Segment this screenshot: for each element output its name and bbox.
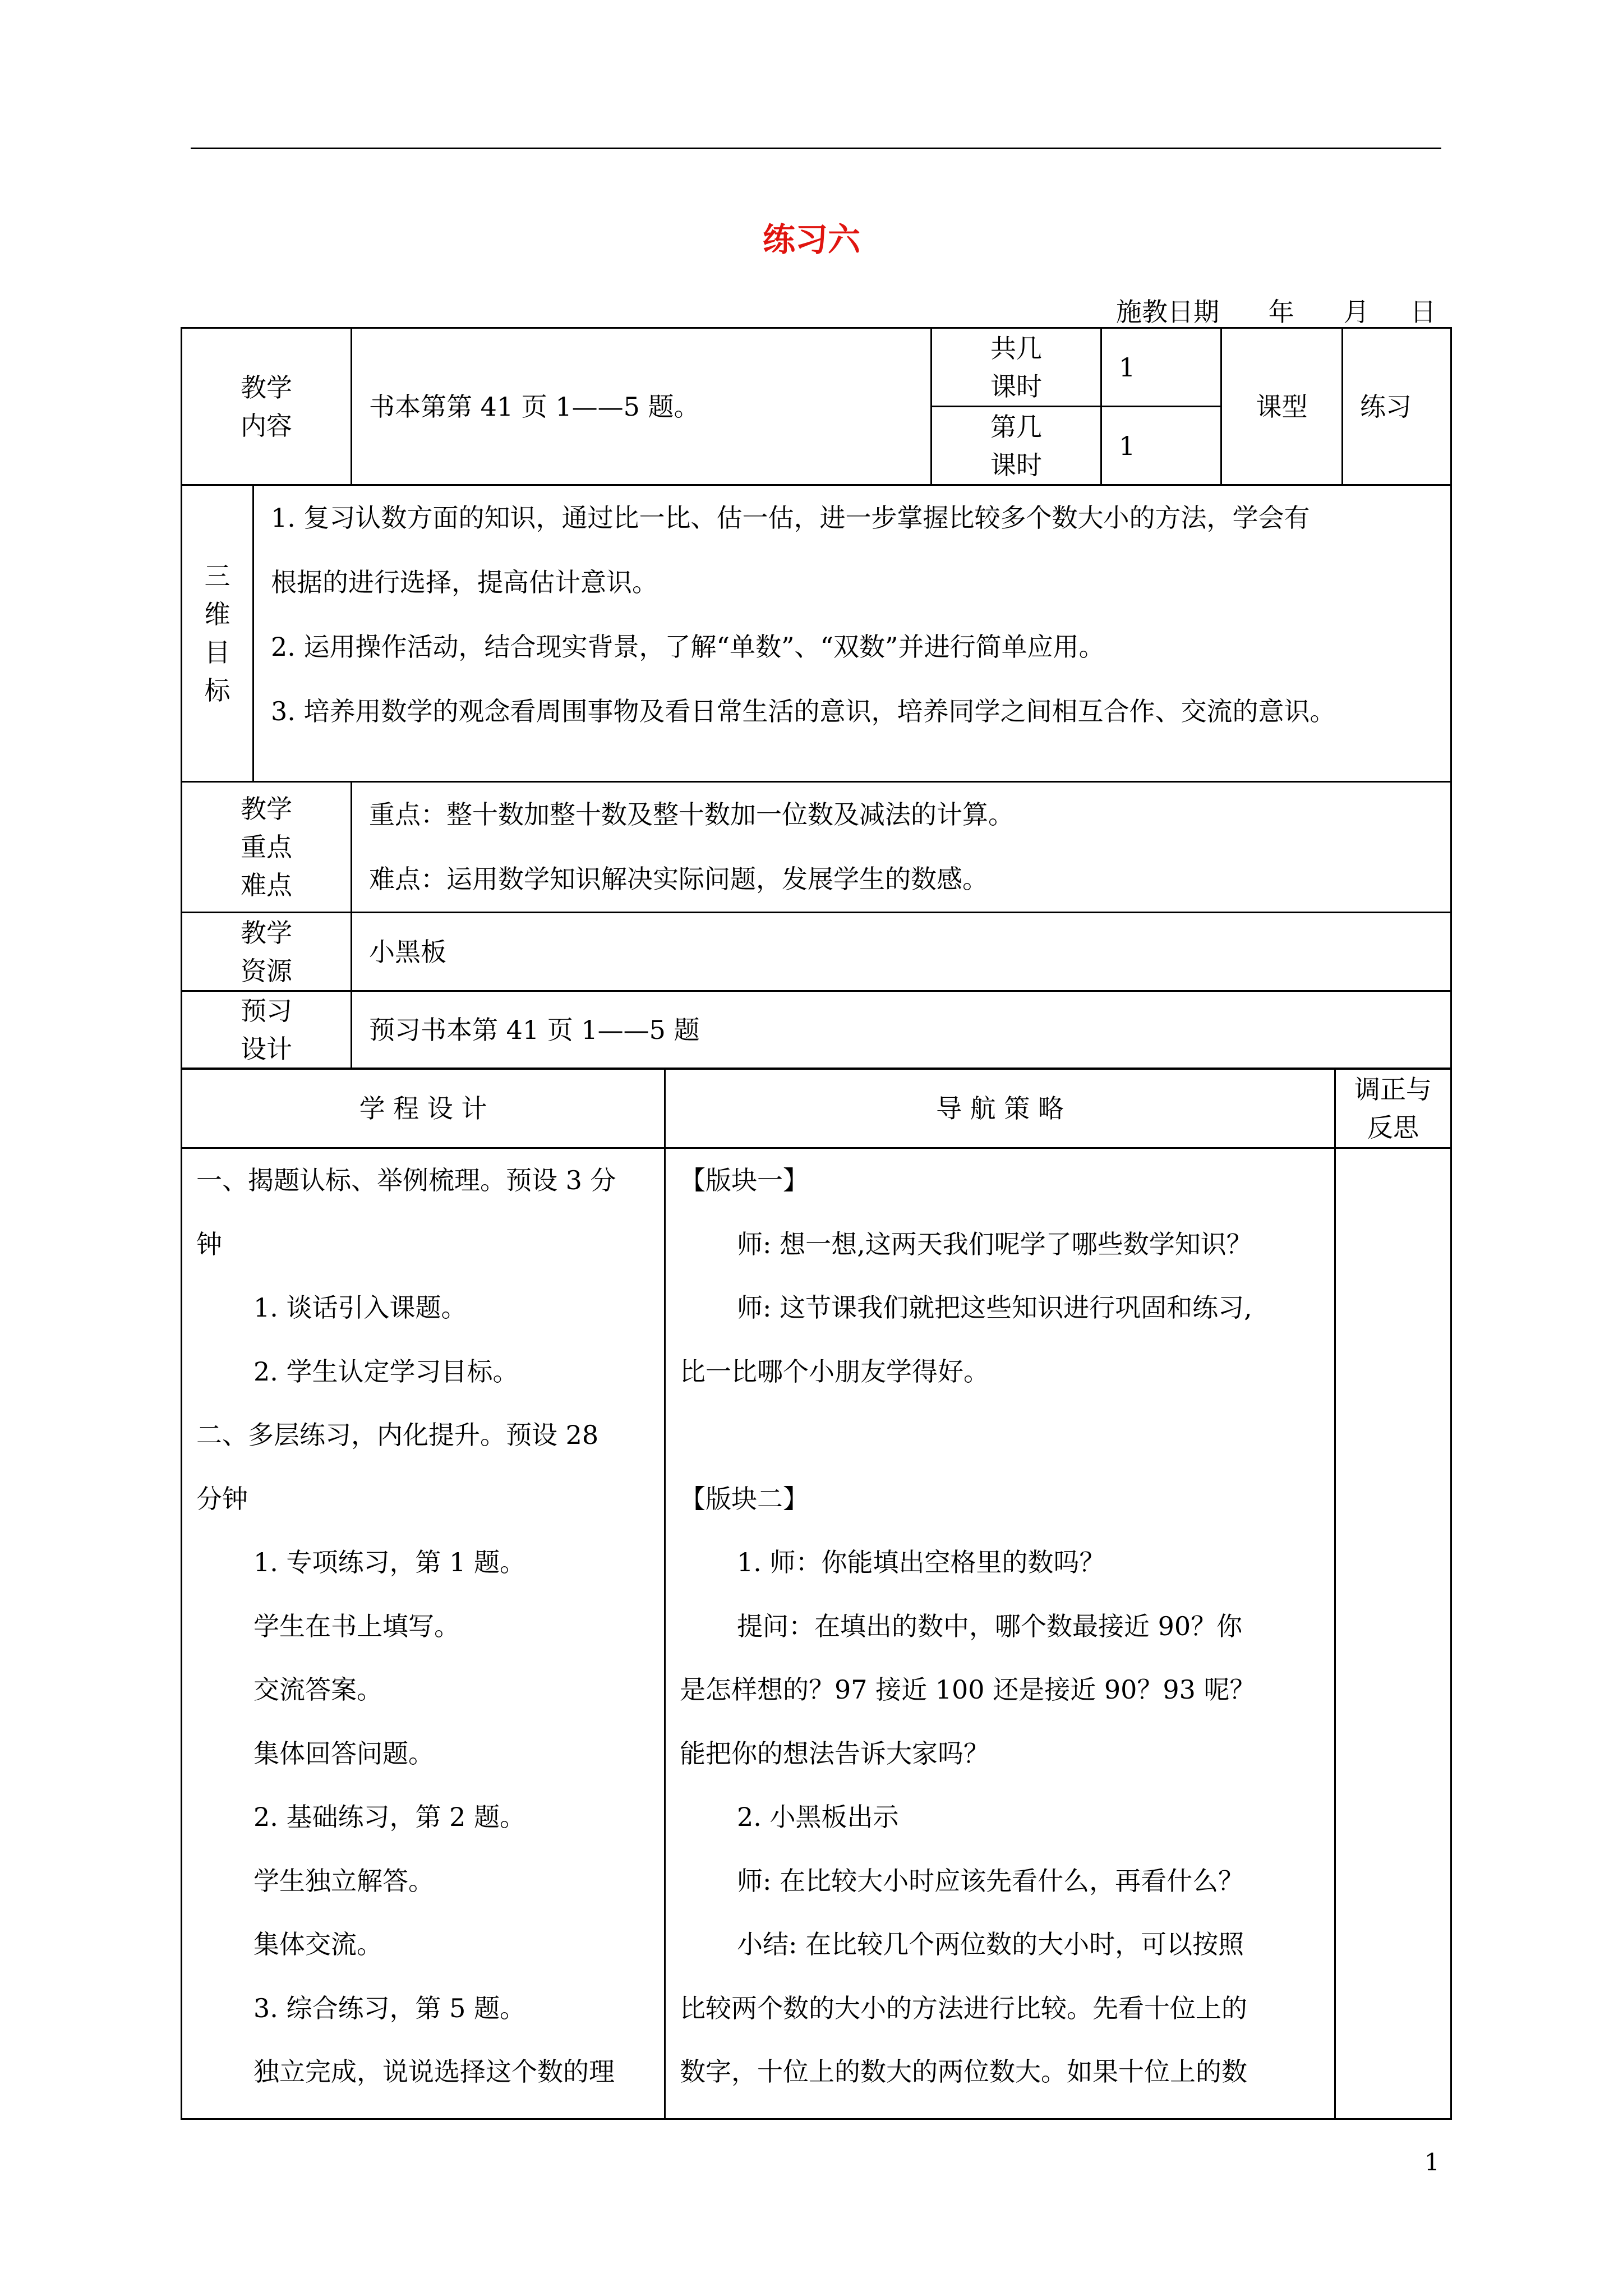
- learning-line: 集体交流。: [253, 1929, 382, 1959]
- total-hours-label: 共几 课时: [932, 328, 1101, 407]
- lesson-type-label: 课型: [1221, 328, 1343, 485]
- lesson-plan-table: [181, 1068, 1452, 2120]
- guide-line: 小结: 在比较几个两位数的大小时，可以按照: [737, 1929, 1244, 1959]
- preview-value: 预习书本第 41 页 1——5 题: [352, 991, 1451, 1069]
- guide-line: 数字，十位上的数大的两位数大。如果十位上的数: [680, 2056, 1247, 2087]
- learning-line: 2. 基础练习，第 2 题。: [253, 1802, 526, 1832]
- guide-strategy-header: 导 航 策 略: [665, 1069, 1335, 1148]
- learning-line: 1. 专项练习，第 1 题。: [253, 1547, 526, 1577]
- which-hour-value: 1: [1101, 407, 1221, 485]
- key-points: [352, 782, 1451, 913]
- guide-line: 1. 师：你能填出空格里的数吗？: [737, 1547, 1105, 1577]
- learning-line: 集体回答问题。: [253, 1738, 434, 1769]
- learning-line: 1. 谈话引入课题。: [253, 1292, 467, 1323]
- learning-line: 钟: [196, 1228, 222, 1259]
- resource-label: 教学 资源: [182, 913, 352, 991]
- guide-strategy-column: [665, 1148, 1335, 2119]
- resource-value: 小黑板: [352, 913, 1451, 991]
- guide-line: 提问：在填出的数中，哪个数最接近 90？你: [737, 1611, 1243, 1641]
- learning-design-header: 学 程 设 计: [182, 1069, 665, 1148]
- date-line: 施教日期 年 月 日: [1116, 297, 1436, 327]
- objectives-label: 三 维 目 标: [182, 485, 253, 782]
- page-title: 练习六: [762, 220, 860, 259]
- objective-line: 1. 复习认数方面的知识，通过比一比、估一估，进一步掌握比较多个数大小的方法，学会有: [271, 503, 1310, 533]
- page-number: 1: [1424, 2148, 1440, 2176]
- guide-line: 师: 在比较大小时应该先看什么，再看什么？: [737, 1865, 1244, 1896]
- preview-label: 预习 设计: [182, 991, 352, 1069]
- lesson-info-table: [181, 327, 1452, 1070]
- total-hours-value: 1: [1101, 328, 1221, 407]
- learning-design-column: [182, 1148, 665, 2119]
- reflection-column: [1335, 1148, 1451, 2119]
- learning-line: 学生独立解答。: [253, 1865, 434, 1896]
- guide-line: [680, 1404, 1334, 1467]
- guide-line: 比较两个数的大小的方法进行比较。先看十位上的: [680, 1993, 1247, 2023]
- objectives-list: [253, 485, 1451, 782]
- learning-line: 一、揭题认标、举例梳理。预设 3 分: [196, 1165, 616, 1195]
- key-points-label: 教学 重点 难点: [182, 782, 352, 913]
- guide-line: 【版块二】: [680, 1483, 809, 1514]
- learning-line: 交流答案。: [253, 1674, 382, 1705]
- learning-line: 分钟: [196, 1483, 248, 1514]
- objective-line: 2. 运用操作活动，结合现实背景，了解“单数”、“双数”并进行简单应用。: [271, 632, 1105, 662]
- learning-line: 2. 学生认定学习目标。: [253, 1356, 519, 1387]
- guide-line: 【版块一】: [680, 1165, 809, 1195]
- guide-line: 师: 想一想,这两天我们呢学了哪些数学知识？: [737, 1228, 1252, 1259]
- difficult-point: 难点：运用数学知识解决实际问题，发展学生的数感。: [369, 864, 988, 894]
- reflection-header: 调正与 反思: [1335, 1069, 1451, 1148]
- objective-line: 3. 培养用数学的观念看周围事物及看日常生活的意识，培养同学之间相互合作、交流的意识。: [271, 696, 1336, 726]
- key-point: 重点：整十数加整十数及整十数加一位数及减法的计算。: [369, 799, 1014, 830]
- content-label: 教学 内容: [182, 328, 352, 485]
- lesson-type-value: 练习: [1343, 328, 1451, 485]
- learning-line: 3. 综合练习，第 5 题。: [253, 1993, 526, 2023]
- header-rule: [191, 148, 1441, 149]
- guide-line: 是怎样想的？97 接近 100 还是接近 90？93 呢？: [680, 1674, 1256, 1705]
- guide-line: 师: 这节课我们就把这些知识进行巩固和练习,: [737, 1292, 1252, 1323]
- objective-line: 根据的进行选择，提高估计意识。: [271, 567, 658, 597]
- content-value: 书本第第 41 页 1——5 题。: [352, 328, 932, 485]
- learning-line: 二、多层练习，内化提升。预设 28: [196, 1420, 599, 1450]
- learning-line: 学生在书上填写。: [253, 1611, 460, 1641]
- guide-line: 能把你的想法告诉大家吗？: [680, 1738, 989, 1769]
- which-hour-label: 第几 课时: [932, 407, 1101, 485]
- guide-line: 比一比哪个小朋友学得好。: [680, 1356, 989, 1387]
- guide-line: 2. 小黑板出示: [737, 1802, 899, 1832]
- learning-line: 独立完成，说说选择这个数的理: [253, 2056, 615, 2087]
